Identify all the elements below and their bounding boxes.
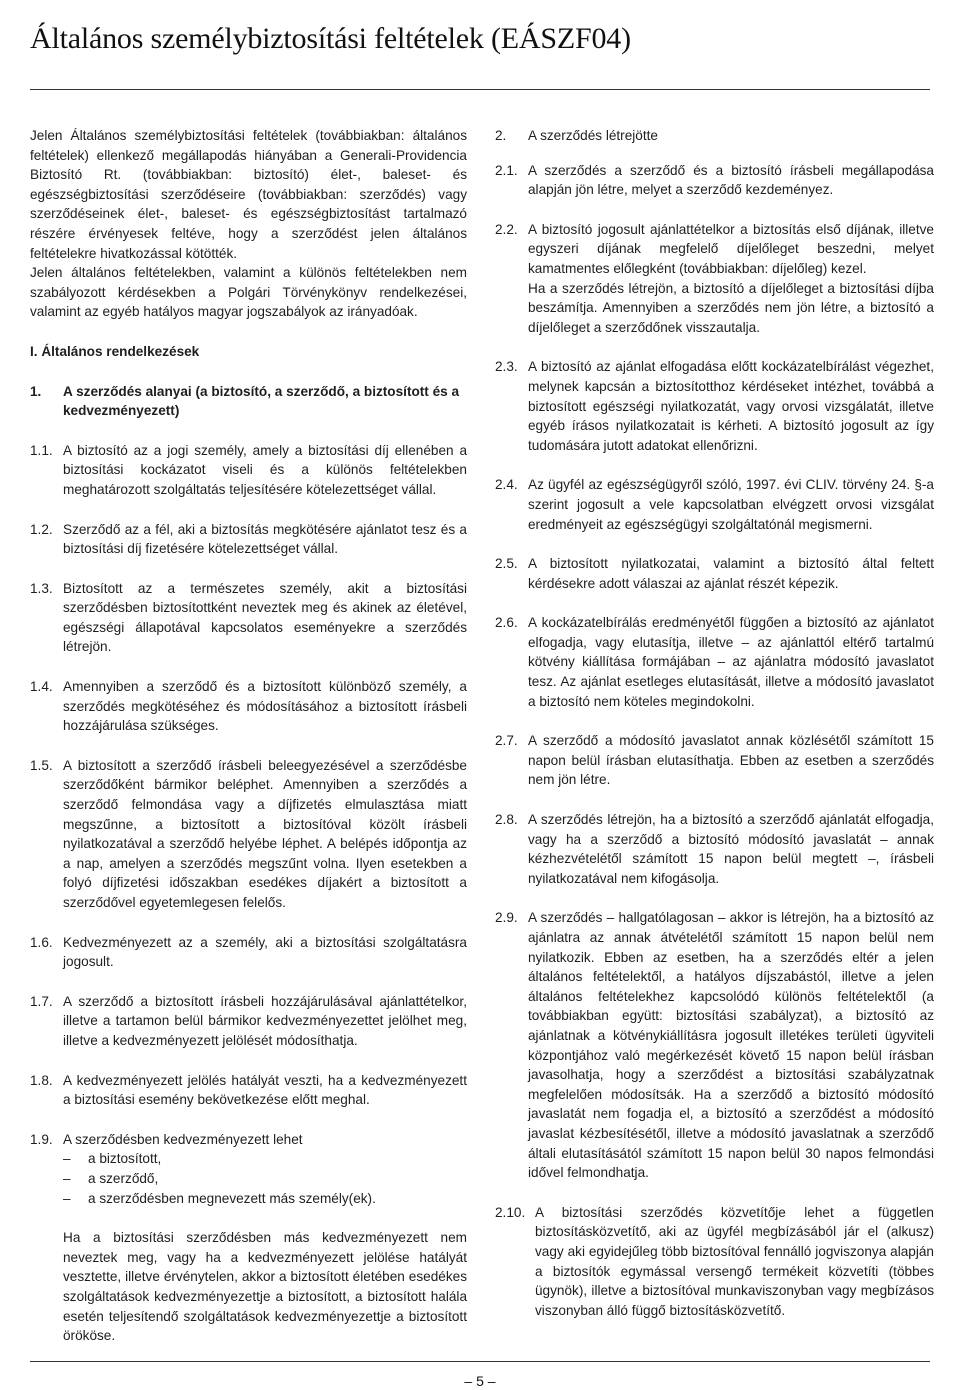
clause-text: Amennyiben a szerződő és a biztosított különböző személy, a szerződés megkötéséhez és módosításához a biztosított írásbeli hozzájárulása szükséges. — [63, 679, 467, 734]
section-heading-2 — [495, 126, 934, 146]
clause-number: 2.5. — [495, 556, 518, 572]
section-number: 1. — [30, 383, 42, 399]
clause-text: A szerződő a biztosított írásbeli hozzájárulásával ajánlattételkor, illetve a tartamon belül bármikor kedvezményezettet jelölhet meg, illetve a kedvezményezett jelölését módosíthatja. — [63, 993, 467, 1048]
clause-1-8 — [30, 1071, 467, 1110]
clause-number: 2.8. — [495, 812, 518, 828]
clause-text: Biztosított az a természetes személy, akit a biztosítási szerződésben biztosítottként neveztek meg és akinek az életével, egészségi állapotával kapcsolatos eseményekre a szerződés létrejön. — [63, 580, 467, 655]
clause-2-6 — [495, 613, 934, 711]
left-column — [30, 126, 467, 1366]
clause-number: 1.3. — [30, 580, 53, 596]
clause-number: 2.1. — [495, 162, 518, 178]
clause-text: Az ügyfél az egészségügyről szóló, 1997. évi CLIV. törvény 24. §-a szerint jogosult a vele kapcsolatban elvégzett orvosi vizsgálat eredményeit az egészségügyi szolgáltatónál megismerni. — [528, 477, 934, 532]
section-title: A szerződés létrejötte — [528, 128, 658, 143]
clause-number: 2.6. — [495, 615, 518, 631]
clause-1-7 — [30, 992, 467, 1051]
clause-text: A biztosító az a jogi személy, amely a biztosítási díj ellenében a biztosítási kockázatot viseli és a különös feltételekben meghatározott szolgáltatás teljesítésére kötelezettséget vállal. — [63, 442, 467, 497]
clause-number: 2.2. — [495, 221, 518, 237]
clause-2-10 — [495, 1203, 934, 1321]
clause-closing-text: Ha a biztosítási szerződésben más kedvezményezett nem neveztek meg, vagy ha a kedvezményezett jelölése hatályát vesztette, illetve érvénytelen, akkor a biztosított életében esedékes szolgáltatások kedvezményezettje a biztosított, a biztosított halála esetén teljesítendő szolgáltatások kedvezményezettje a biztosított örököse. — [63, 1230, 467, 1344]
clause-2-7 — [495, 731, 934, 790]
right-column — [495, 126, 934, 1340]
clause-text: A szerződés létrejön, ha a biztosító a szerződő ajánlatát elfogadja, vagy ha a szerződő a biztosító módosító javaslatát – annak kézhezvételétől számított 15 napon belül megtett –, írásbeli nyilatkozatával nem kifogásolja. — [528, 812, 934, 886]
clause-text: A biztosító az ajánlat elfogadása előtt kockázatelbírálást végezhet, melynek kapcsán a biztosítotthoz kérdéseket intézhet, továbbá a biztosított egészségi nyilatkozatát, vagy orvosi vizsgálatát, illetve egyéb írásos nyilatkozatait is kérheti. A biztosító jogosult az így tudomására jutott adatokat ellenőrizni. — [528, 359, 934, 453]
chapter-heading: I. Általános rendelkezések — [30, 343, 200, 359]
section-title: A szerződés alanyai (a biztosító, a szerződő, a biztosított és a kedvezményezett) — [63, 383, 460, 419]
list-item: – a szerződésben megnevezett más személy(ek). — [63, 1189, 467, 1209]
clause-1-3 — [30, 579, 467, 657]
clause-2-8 — [495, 810, 934, 888]
clause-text-2: Ha a szerződés létrejön, a biztosító a díjelőleget a biztosítási díjba beszámítja. Amennyiben a szerződés nem jön létre, a biztosító a díjelőleget a szerződőnek visszautalja. — [528, 280, 934, 335]
clause-text: A biztosított a szerződő írásbeli beleegyezésével a szerződésbe szerződőként bármikor beléphet. Amennyiben a szerződés a szerződő felmondása vagy a díjfizetés elmulasztása miatt megszűnne, a biztosított a biztosítóval közölt írásbeli nyilatkozatával a szerződő helyébe léphet. A belépés időpontja az a nap, amelyen a szerződés megszűnt volna. Ilyen esetekben a folyó díjfizetési időszakban esedékes díjakért a biztosított a szerződővel egyetemlegesen felelős. — [63, 757, 467, 910]
section-number: 2. — [495, 128, 507, 143]
intro-paragraph-2: Jelen általános feltételekben, valamint a különös feltételekben nem szabályozott kérdésekben a Polgári Törvénykönyv rendelkezései, valamint az egyéb hatályos magyar jogszabályok az irányadóak. — [30, 265, 467, 320]
clause-number: 2.9. — [495, 910, 518, 926]
clause-number: 2.7. — [495, 733, 518, 749]
clause-number: 1.7. — [30, 993, 53, 1009]
clause-number: 1.4. — [30, 679, 53, 695]
clause-text: A szerződésben kedvezményezett lehet — [63, 1131, 303, 1147]
section-heading-1 — [30, 382, 467, 421]
clause-number: 1.2. — [30, 521, 53, 537]
clause-number: 1.1. — [30, 442, 53, 458]
clause-1-5 — [30, 756, 467, 913]
document-title: Általános személybiztosítási feltételek (EÁSZF04) — [30, 22, 631, 55]
clause-number: 1.8. — [30, 1072, 53, 1088]
clause-1-6 — [30, 933, 467, 972]
clause-text: A szerződés – hallgatólagosan – akkor is létrejön, ha a biztosító az ajánlatra az annak átvételétől számított 15 napon belül nem nyilatkozik. Ebben az esetben, ha a szerződés eltér a jelen általános feltételektől, a hatályos díjszabástól, illetve a jelen általános feltételekhez kapcsolódó különös feltételektől (a továbbiakban együtt: biztosítási szabályzat), a biztosító az ajánlatnak a kötvénykiállításra jogosult illetékes területi ügyviteli központjához való megérkezését követő 15 napon belül írásban javasolhatja, hogy a szerződést a biztosítási szabályzatnak megfelelően módosítsák. Ha a szerződő a biztosító módosító javaslatát nem fogadja el, a biztosító a szerződést a módosító javaslat kézbesítésétől, illetve a módosító javaslatnak a szerződő általi elutasításától számított 15 napon belül 30 napos felmondási idővel felmondhatja. — [528, 910, 934, 1181]
page-number: – 5 – — [464, 1373, 496, 1389]
clause-number: 1.9. — [30, 1131, 53, 1147]
clause-1-4 — [30, 677, 467, 736]
clause-2-4 — [495, 475, 934, 534]
clause-text: A szerződő a módosító javaslatot annak közlésétől számított 15 napon belül írásban elutasíthatja. Ebben az esetben a szerződés nem jön létre. — [528, 733, 934, 788]
clause-number: 1.6. — [30, 934, 53, 950]
beneficiary-list — [63, 1149, 467, 1208]
clause-text: A biztosított nyilatkozatai, valamint a biztosító által feltett kérdésekre adott válaszai az ajánlat részét képezik. — [528, 556, 934, 591]
clause-2-1 — [495, 161, 934, 200]
clause-number: 2.3. — [495, 359, 518, 375]
clause-2-9 — [495, 908, 934, 1182]
clause-text: A kedvezményezett jelölés hatályát veszti, ha a kedvezményezett a biztosítási esemény bekövetkezése előtt meghal. — [63, 1072, 467, 1108]
clause-number: 1.5. — [30, 757, 53, 773]
list-item: – a biztosított, — [63, 1149, 467, 1169]
clause-2-5 — [495, 554, 934, 593]
clause-number: 2.4. — [495, 477, 518, 493]
clause-number: 2.10. — [495, 1204, 526, 1220]
clause-1-1 — [30, 441, 467, 500]
clause-1-9 — [30, 1130, 467, 1346]
clause-text: Kedvezményezett az a személy, aki a biztosítási szolgáltatásra jogosult. — [63, 934, 467, 970]
clause-text: A biztosítási szerződés közvetítője lehet a független biztosításközvetítő, aki az ügyfél megbízásából jár el (alkusz) vagy aki egyidejűleg több biztosítóval fennálló jogviszonya alapján a biztosítók egymással versengő termékeit közvetíti (többes ügynök), illetve a biztosítóval munkaviszonyban vagy megbízásos viszonyban álló függő biztosításközvetítő. — [535, 1204, 934, 1318]
clause-text: A kockázatelbírálás eredményétől függően a biztosító az ajánlatot elfogadja, vagy elutasítja, illetve – az ajánlattól eltérő tartalmú kötvény kiállítása formájában – az ajánlatra módosító javaslatot tesz. Az ajánlat esetleges elutasítását, illetve a módosító javaslatot a biztosító nem köteles megindokolni. — [528, 615, 934, 709]
clause-text: Szerződő az a fél, aki a biztosítás megkötésére ajánlatot tesz és a biztosítási díj fizetésére kötelezettséget vállal. — [63, 521, 467, 557]
clause-1-2 — [30, 520, 467, 559]
clause-text: A szerződés a szerződő és a biztosító írásbeli megállapodása alapján jön létre, melyet a szerződő kezdeményez. — [528, 162, 934, 198]
clause-text: A biztosító jogosult ajánlattételkor a biztosítás első díjának, illetve egyszeri díjának megfelelő díjelőleget beszedni, melyet kamatmentes előlegként (továbbiakban: díjelőleg) kezel. — [528, 221, 934, 276]
top-divider — [30, 89, 930, 90]
clause-2-3 — [495, 357, 934, 455]
bottom-divider — [30, 1361, 930, 1362]
list-item: – a szerződő, — [63, 1169, 467, 1189]
clause-2-2 — [495, 220, 934, 338]
intro-paragraph: Jelen Általános személybiztosítási feltételek (továbbiakban: általános feltételek) ellenkező megállapodás hiányában a Generali-Providencia Biztosító Rt. (továbbiakban: biztosító) élet-, baleset- és egészségbiztosítási szerződéseire (továbbiakban: szerződés) vagy szerződéseinek élet-, baleset- és egészségbiztosítást tartalmazó részére érvényesek feltéve, hogy a szerződést jelen általános feltételekre hivatkozással kötötték. — [30, 128, 467, 261]
